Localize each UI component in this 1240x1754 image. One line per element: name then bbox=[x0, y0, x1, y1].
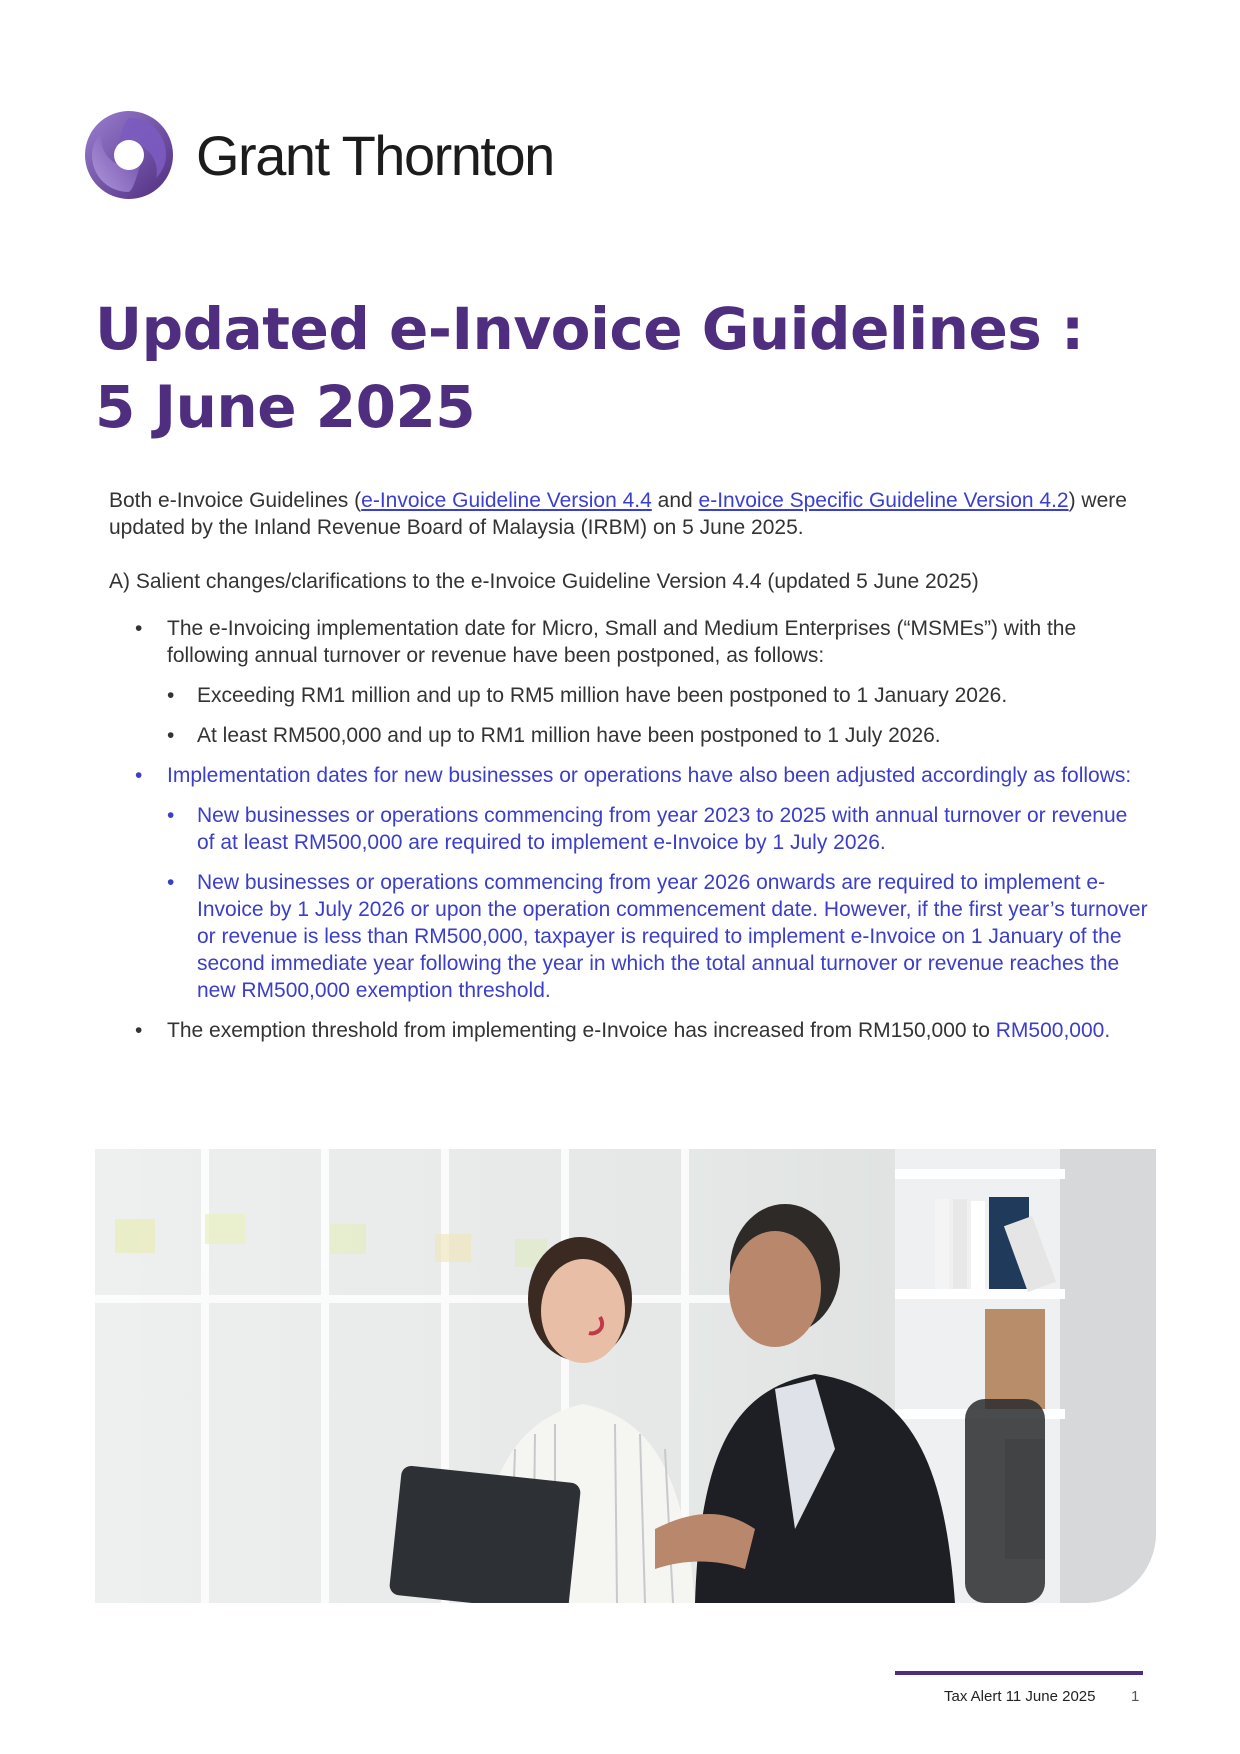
page-number: 1 bbox=[1131, 1688, 1140, 1705]
office-meeting-photo bbox=[95, 1149, 1156, 1603]
msme-sub-list bbox=[167, 682, 1149, 749]
guideline-4-4-link[interactable]: e-Invoice Guideline Version 4.4 bbox=[361, 489, 652, 512]
grant-thornton-logo bbox=[84, 110, 554, 200]
title-line-1: Updated e-Invoice Guidelines : bbox=[95, 295, 1084, 363]
intro-paragraph bbox=[109, 487, 1149, 541]
list-item-text: The exemption threshold from implementing e-Invoice has increased from RM150,000 to bbox=[167, 1019, 996, 1042]
article-body bbox=[109, 487, 1149, 1057]
list-item-text: The e-Invoicing implementation date for Micro, Small and Medium Enterprises (“MSMEs”) with the following annual turnover or revenue have been postponed, as follows: bbox=[167, 617, 1077, 667]
photo-illustration bbox=[95, 1149, 1156, 1603]
intro-suffix: ) were updated by the Inland Revenue Board of Malaysia (IRBM) on 5 June 2025. bbox=[109, 489, 1127, 539]
brand-name: Grant Thornton bbox=[196, 123, 554, 187]
title-line-2: 5 June 2025 bbox=[95, 373, 476, 441]
intro-middle: and bbox=[651, 489, 699, 512]
grant-thornton-logo-icon bbox=[84, 110, 174, 200]
list-item-exemption-threshold bbox=[109, 1017, 1149, 1044]
list-item-new-businesses bbox=[109, 762, 1149, 1004]
changes-list bbox=[109, 615, 1149, 1044]
list-item: • At least RM500,000 and up to RM1 million have been postponed to 1 July 2026. bbox=[167, 722, 1149, 749]
list-item-msme-postponement bbox=[109, 615, 1149, 749]
footer-label: Tax Alert 11 June 2025 bbox=[944, 1688, 1096, 1705]
new-business-sub-list bbox=[167, 802, 1149, 1004]
intro-prefix: Both e-Invoice Guidelines ( bbox=[109, 489, 362, 512]
page-title bbox=[95, 290, 1155, 446]
list-item: • New businesses or operations commencing from year 2023 to 2025 with annual turnover or revenue of at least RM500,000 are required to implement e-Invoice by 1 July 2026. bbox=[167, 802, 1149, 856]
list-item: • New businesses or operations commencing from year 2026 onwards are required to implement e-Invoice by 1 July 2026 or upon the operation commencement date. However, if the first year’s turnover or revenue is less than RM500,000, taxpayer is required to implement e-Invoice on 1 January of the second immediate year following the year in which the total annual turnover or revenue reaches the new RM500,000 exemption threshold. bbox=[167, 869, 1149, 1004]
list-item-text: Implementation dates for new businesses or operations have also been adjusted accordingly as follows: bbox=[167, 764, 1132, 787]
footer-rule bbox=[895, 1671, 1143, 1675]
list-item: • Exceeding RM1 million and up to RM5 million have been postponed to 1 January 2026. bbox=[167, 682, 1149, 709]
specific-guideline-4-2-link[interactable]: e-Invoice Specific Guideline Version 4.2 bbox=[698, 489, 1069, 512]
threshold-highlight: RM500,000. bbox=[995, 1019, 1111, 1042]
section-a-heading: A) Salient changes/clarifications to the e-Invoice Guideline Version 4.4 (updated 5 June 2025) bbox=[109, 570, 979, 593]
